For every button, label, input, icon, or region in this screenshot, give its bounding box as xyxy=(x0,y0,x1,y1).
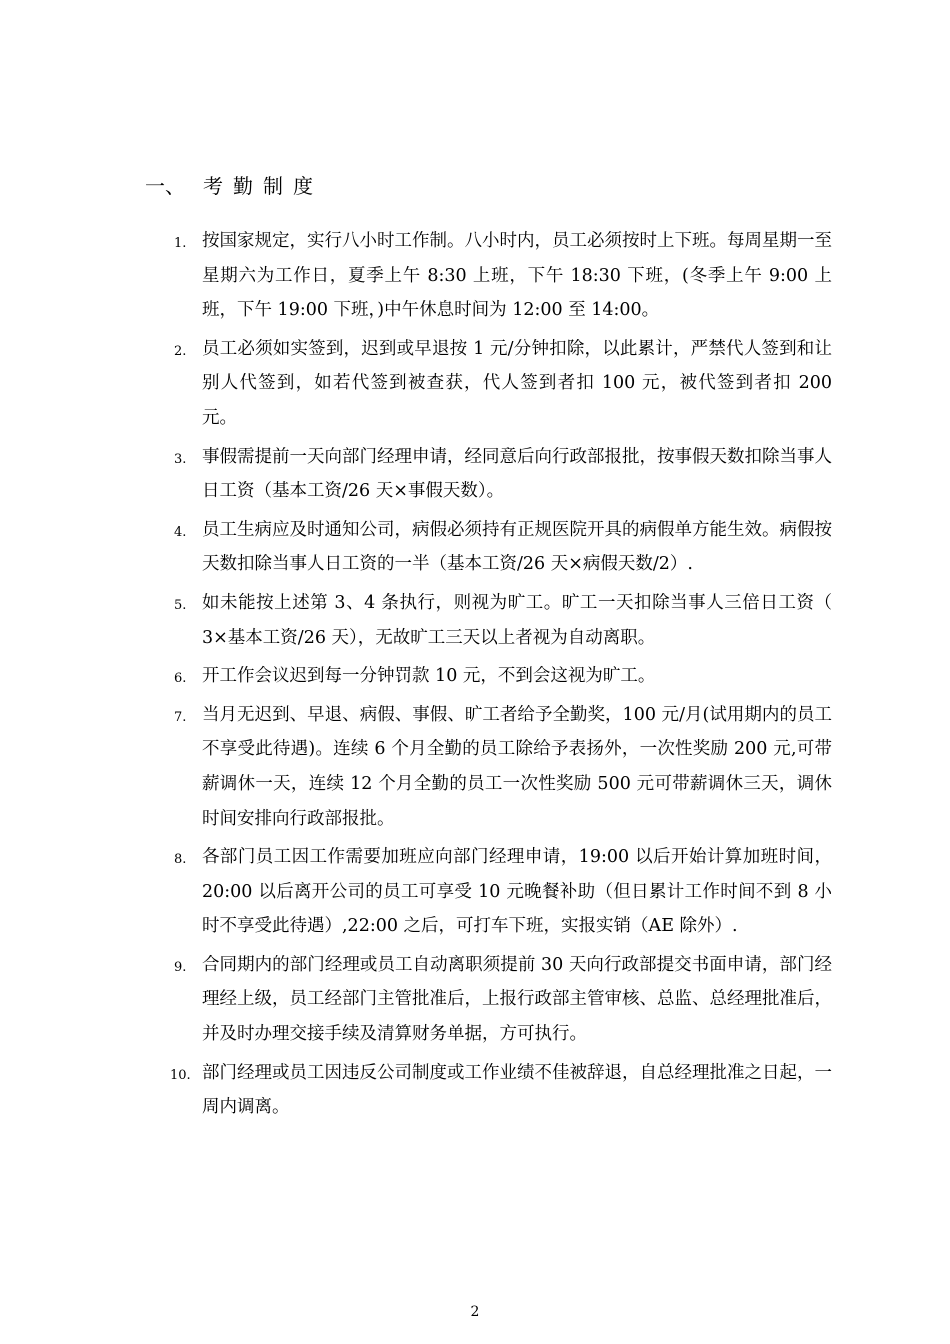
rule-number: 5. xyxy=(174,597,187,613)
rule-text: 按国家规定，实行八小时工作制。八小时内，员工必须按时上下班。每周星期一至星期六为工作日，夏季上午 8:30 上班，下午 18:30 下班，(冬季上午 9:00 上班，下午 19:00 下班，)中午休息时间为 12:00 至 14:00。 xyxy=(202,231,832,321)
rule-number: 6. xyxy=(174,671,187,687)
rule-item xyxy=(0,659,950,694)
rule-number: 8. xyxy=(174,852,187,868)
rule-item xyxy=(0,224,950,328)
rule-item xyxy=(0,513,950,582)
rule-number: 1. xyxy=(174,236,187,251)
rule-item xyxy=(0,440,950,509)
rule-number: 9. xyxy=(174,959,187,975)
rule-text: 部门经理或员工因违反公司制度或工作业绩不佳被辞退，自总经理批准之日起，一周内调离。 xyxy=(202,1062,832,1118)
rule-item xyxy=(0,840,950,944)
rule-number: 4. xyxy=(174,524,187,540)
section-number: 一、 xyxy=(145,174,185,198)
rule-text: 如未能按上述第 3、4 条执行，则视为旷工。旷工一天扣除当事人三倍日工资（ 3×基本工资/26 天），无故旷工三天以上者视为自动离职。 xyxy=(202,592,832,648)
rule-number: 3. xyxy=(174,451,187,467)
rule-item xyxy=(0,698,950,836)
rule-number: 2. xyxy=(174,343,187,359)
rule-text: 员工必须如实签到，迟到或早退按 1 元/分钟扣除，以此累计，严禁代人签到和让别人代签到，如若代签到被查获，代人签到者扣 100 元，被代签到者扣 200 元。 xyxy=(202,338,832,428)
rule-number: 10. xyxy=(170,1067,191,1083)
section-title: 考勤制度 xyxy=(203,174,323,198)
rule-text: 员工生病应及时通知公司，病假必须持有正规医院开具的病假单方能生效。病假按天数扣除当事人日工资的一半（基本工资/26 天×病假天数/2）. xyxy=(202,519,832,575)
rule-text: 开工作会议迟到每一分钟罚款 10 元，不到会这视为旷工。 xyxy=(202,666,656,687)
rule-number: 7. xyxy=(174,709,187,725)
rule-text: 各部门员工因工作需要加班应向部门经理申请，19:00 以后开始计算加班时间， 20:00 以后离开公司的员工可享受 10 元晚餐补助（但日累计工作时间不到 8 小时不享受此待遇）,22:00 之后，可打车下班，实报实销（AE 除外）. xyxy=(202,847,832,937)
rule-list xyxy=(0,224,950,1129)
rule-text: 合同期内的部门经理或员工自动离职须提前 30 天向行政部提交书面申请，部门经理经上级，员工经部门主管批准后，上报行政部主管审核、总监、总经理批准后，并及时办理交接手续及清算财务单据，方可执行。 xyxy=(202,954,832,1045)
rule-item xyxy=(0,948,950,1052)
rule-item xyxy=(0,586,950,655)
page-number: 2 xyxy=(470,1304,480,1320)
rule-item xyxy=(0,332,950,436)
rule-item xyxy=(0,1056,950,1125)
rule-text: 当月无迟到、早退、病假、事假、旷工者给予全勤奖，100 元/月(试用期内的员工不享受此待遇)。连续 6 个月全勤的员工除给予表扬外，一次性奖励 200 元,可带薪调休一天，连续 12 个月全勤的员工一次性奖励 500 元可带薪调休三天，调休时间安排向行政部报批。 xyxy=(202,704,832,829)
rule-text: 事假需提前一天向部门经理申请，经同意后向行政部报批，按事假天数扣除当事人日工资（基本工资/26 天×事假天数）。 xyxy=(202,446,832,502)
